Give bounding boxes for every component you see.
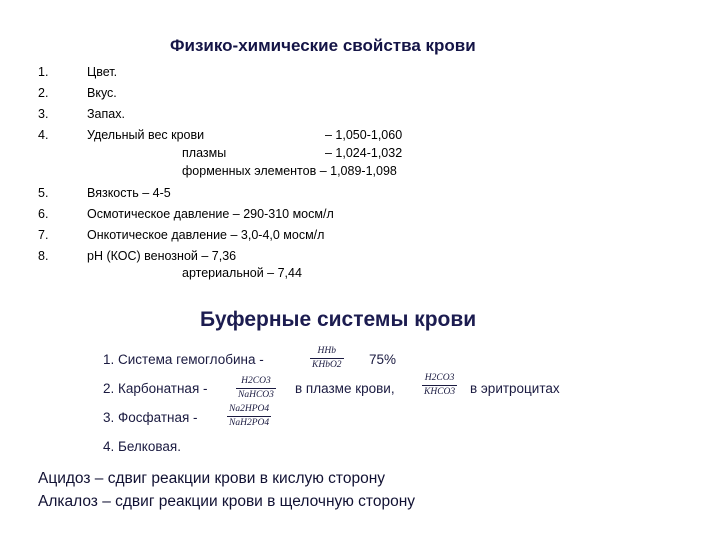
carbonate-erythrocyte-text: в эритроцитах bbox=[470, 381, 560, 396]
item-specific-gravity: Удельный вес крови bbox=[87, 128, 205, 142]
fraction-denominator: NaH2PO4 bbox=[229, 418, 270, 428]
item-number: 6. bbox=[38, 207, 49, 221]
item-viscosity: Вязкость – 4-5 bbox=[87, 186, 171, 200]
item-number: 8. bbox=[38, 249, 49, 263]
hemoglobin-system-label: 1. Система гемоглобина - bbox=[103, 352, 264, 367]
phosphate-fraction bbox=[227, 404, 271, 429]
item-smell: Запах. bbox=[87, 107, 125, 121]
specific-gravity-blood-value: – 1,050-1,060 bbox=[325, 128, 403, 142]
fraction-denominator: KHCO3 bbox=[424, 387, 456, 397]
hemoglobin-percent: 75% bbox=[369, 352, 397, 367]
alkalosis-definition: Алкалоз – сдвиг реакции крови в щелочную сторону bbox=[38, 493, 416, 510]
formed-elements-line: форменных элементов – 1,089-1,098 bbox=[182, 164, 397, 178]
hemoglobin-fraction bbox=[310, 346, 344, 371]
arterial-ph: артериальной – 7,44 bbox=[182, 266, 302, 280]
fraction-numerator: H2CO3 bbox=[422, 373, 457, 386]
item-oncotic-pressure: Онкотическое давление – 3,0-4,0 мосм/л bbox=[87, 228, 325, 242]
carbonate-erythrocyte-fraction bbox=[422, 373, 457, 398]
item-osmotic-pressure: Осмотическое давление – 290-310 мосм/л bbox=[87, 207, 334, 221]
item-number: 4. bbox=[38, 128, 49, 142]
item-number: 5. bbox=[38, 186, 49, 200]
carbonate-plasma-fraction bbox=[236, 376, 276, 401]
item-ph: рН (КОС) венозной – 7,36 bbox=[87, 249, 237, 263]
plasma-value: – 1,024-1,032 bbox=[325, 146, 403, 160]
fraction-numerator: Na2HPO4 bbox=[227, 404, 271, 417]
item-number: 1. bbox=[38, 65, 49, 79]
item-number: 7. bbox=[38, 228, 49, 242]
item-taste: Вкус. bbox=[87, 86, 117, 100]
protein-system-label: 4. Белковая. bbox=[103, 439, 181, 454]
fraction-denominator: NaHCO3 bbox=[238, 390, 274, 400]
carbonate-system-label: 2. Карбонатная - bbox=[103, 381, 208, 396]
buffer-systems-title: Буферные системы крови bbox=[200, 308, 477, 331]
slide-title: Физико-химические свойства крови bbox=[170, 36, 476, 55]
fraction-denominator: KHbO2 bbox=[312, 360, 342, 370]
carbonate-plasma-text: в плазме крови, bbox=[295, 381, 395, 396]
fraction-numerator: HHb bbox=[310, 346, 344, 359]
item-number: 3. bbox=[38, 107, 49, 121]
fraction-numerator: H2CO3 bbox=[236, 376, 276, 389]
plasma-label: плазмы bbox=[182, 146, 227, 160]
phosphate-system-label: 3. Фосфатная - bbox=[103, 410, 198, 425]
item-number: 2. bbox=[38, 86, 49, 100]
item-color: Цвет. bbox=[87, 65, 118, 79]
acidosis-definition: Ацидоз – сдвиг реакции крови в кислую сторону bbox=[38, 470, 386, 487]
